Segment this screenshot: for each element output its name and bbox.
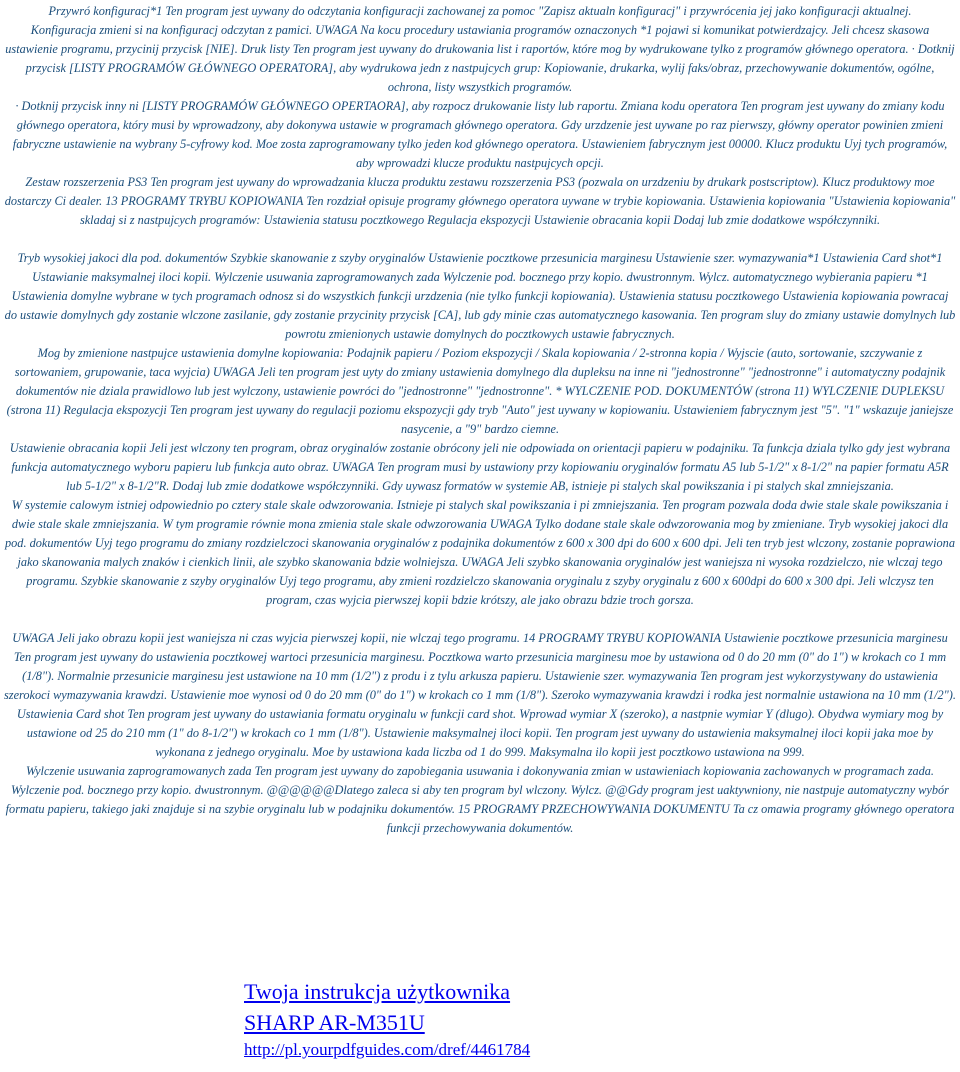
document-page bbox=[0, 2, 960, 1072]
paragraph-inch-system: W systemie calowym istniej odpowiednio po cztery stale skale odwzorowania. Istnieje pi stalych skal powikszania i pi zmniejszania. Ten program pozwala doda dwie stale skale powikszania i dwie stale skale zmniejszania. W tym programie równie mona zmienia stale skale odwzorowania UWAGA Tylko dodane stale skale odwzorowania mog by zmieniane. Tryb wysokiej jakoci dla pod. dokumentów Uyj tego programu do zmiany rozdzielczoci skanowania oryginalów z podajnika dokumentów z 600 x 300 dpi do 600 x 600 dpi. Jeli ten tryb jest wlczony, zostanie poprawiona jako skanowania malych znaków i cienkich linii, ale szybko skanowania bdzie wolniejsza. UWAGA Jeli szybko skanowania oryginalów jest waniejsza ni wysoka rozdzielczo, nie wlczaj tego programu. Szybkie skanowanie z szyby oryginalów Uyj tego programu, aby zmieni rozdzielczo skanowania oryginalu z szyby oryginalu z 600 x 600dpi do 600 x 300 dpi. Jeli wlczysz ten program, czas wyjcia pierwszej kopii bdzie krótszy, ale jako obrazu bdzie troch gorsza. bbox=[5, 498, 955, 607]
paragraph-config-change: Konfiguracja zmieni si na konfiguracj odczytan z pamici. UWAGA Na kocu procedury ustawiania programów oznaczonych *1 pojawi si komunikat potwierdzajcy. Jeli chcesz skasowa ustawienie programu, przycinij przycisk [NIE]. Druk listy Ten program jest uywany do drukowania list i raportów, które mog by wydrukowane tylko z programów głównego operatora. · Dotknij przycisk [LISTY PROGRAMÓW GŁÓWNEGO OPERATORA], aby wydrukowa jedn z nastpujcych grup: Kopiowanie, drukarka, wylij faks/obraz, przechowywanie dokumentów, ogólne, ochrona, listy wszystkich programów. bbox=[5, 23, 955, 94]
paragraph-margin-shift: UWAGA Jeli jako obrazu kopii jest waniejsza ni czas wyjcia pierwszej kopii, nie wlczaj tego programu. 14 PROGRAMY TRYBU KOPIOWANIA Ustawienie pocztkowe przesunicia marginesu Ten program jest uywany do ustawienia pocztkowej wartoci przesunicia marginesu. Pocztkowa warto przesunicia marginesu moe by ustawiona od 0 do 20 mm (0" do 1") w krokach co 1 mm (1/8"). Normalnie przesunicie marginesu jest ustawione na 10 mm (1/2") z produ i z tylu arkusza papieru. Ustawienie szer. wymazywania Ten program jest wykorzystywany do ustawienia szerokoci wymazywania krawdzi. Ustawienie moe wynosi od 0 do 20 mm (0" do 1") w krokach co 1 mm (1/8"). Szeroko wymazywania krawdzi i rodka jest normalnie ustawiona na 10 mm (1/2"). Ustawienia Card shot Ten program jest uywany do ustawiania formatu oryginalu w funkcji card shot. Wprowad wymiar X (szeroko), a nastpnie wymiar Y (dlugo). Obydwa wymiary mog by ustawione od 25 do 210 mm (1" do 8-1/2") w krokach co 1 mm (1/8"). Ustawienie maksymalnej iloci kopii. Ten program jest uywany do ustawienia maksymalnej iloci kopii jaka moe by wykonana z jednego oryginalu. Moe by ustawiona kada liczba od 1 do 999. Maksymalna ilo kopii jest pocztkowo ustawiona na 999. bbox=[4, 631, 956, 759]
paragraph-ps3-kit: Zestaw rozszerzenia PS3 Ten program jest uywany do wprowadzania klucza produktu zestawu rozszerzenia PS3 (pozwala on urzdzeniu by drukark postscriptow). Klucz produktowy moe dostarczy Ci dealer. 13 PROGRAMY TRYBU KOPIOWANIA Ten rozdział opisuje programy głównego operatora uywane w trybie kopiowania. Ustawienia kopiowania "Ustawienia kopiowania" skladaj si z nastpujcych programów: Ustawienia statusu pocztkowego Regulacja ekspozycji Ustawienie obracania kopii Dodaj lub zmie dodatkowe współczynniki. bbox=[4, 175, 956, 227]
paragraph-default-settings: Mog by zmienione nastpujce ustawienia domylne kopiowania: Podajnik papieru / Poziom ekspozycji / Skala kopiowania / 2-stronna kopia / Wyjscie (auto, sortowanie, szczywanie z sortowaniem, grupowanie, taca wyjcia) UWAGA Jeli ten program jest uyty do zmiany ustawienia domylnego dla dupleksu na inne ni "jednostronne" "jednostronne" i automatyczny podajnik dokumentów nie dziala prawidlowo lub jest wylczony, ustawienie powróci do "jednostronne" "jednostronne". * WYLCZENIE POD. DOKUMENTÓW (strona 11) WYLCZENIE DUPLEKSU (strona 11) Regulacja ekspozycji Ten program jest uywany do regulacji poziomu ekspozycji gdy tryb "Auto" jest uywany w kopiowaniu. Ustawieniem fabrycznym jest "5". "1" wskazuje janiejsze nasycenie, a "9" bardzo ciemne. bbox=[6, 346, 954, 436]
paragraph-quality-mode: Tryb wysokiej jakoci dla pod. dokumentów Szybkie skanowanie z szyby oryginalów Ustawienie pocztkowe przesunicia marginesu Ustawienie szer. wymazywania*1 Ustawienia Card shot*1 Ustawianie maksymalnej iloci kopii. Wylczenie usuwania zaprogramowanych zada Wylczenie pod. bocznego przy kopio. dwustronnym. Wylcz. automatycznego wybierania papieru *1 Ustawienia domylne wybrane w tych programach odnosz si do wszystkich funkcji urzdzenia (nie tylko funkcji kopiowania). Ustawienia statusu pocztkowego Ustawienia kopiowania powracaj do ustawie domylnych gdy zostanie wlczone zasilanie, gdy zostanie przycinity przycisk [CA], lub gdy minie czas automatycznego kasowania. Ten program sluy do zmiany ustawie domylnych lub powrotu zmienionych ustawie domylnych do pocztkowych ustawie fabrycznych. bbox=[4, 251, 956, 341]
manual-link[interactable]: Twoja instrukcja użytkownika bbox=[244, 979, 511, 1004]
paragraph-restore-config: Przywró konfiguracj*1 Ten program jest uywany do odczytania konfiguracji zachowanej za pomoc "Zapisz aktualn konfiguracj" i przywrócenia jej jako konfiguracji aktualnej. bbox=[48, 4, 912, 18]
paragraph-operator-code: · Dotknij przycisk inny ni [LISTY PROGRAMÓW GŁÓWNEGO OPERTAORA], aby rozpocz drukowanie listy lub raportu. Zmiana kodu operatora Ten program jest uywany do zmiany kodu głównego operatora, który musi by wprowadzony, aby dokonywa ustawie w programach głównego operatora. Gdy urzdzenie jest uywane po raz pierwszy, główny operator powinien zmieni fabryczne ustawienie na wybrany 5-cyfrowy kod. Moe zosta zaprogramowany tylko jeden kod głównego operatora. Ustawieniem fabrycznym jest 00000. Klucz produktu Uyj tych programów, aby wprowadzi klucze produktu nastpujcych opcji. bbox=[12, 99, 948, 170]
product-link[interactable]: SHARP AR-M351U bbox=[244, 1010, 425, 1035]
url-link[interactable]: http://pl.yourpdfguides.com/dref/4461784 bbox=[244, 1040, 531, 1059]
paragraph-disable-deletion: Wylczenie usuwania zaprogramowanych zada Ten program jest uywany do zapobiegania usuwania i dokonywania zmian w ustawieniach kopiowania zachowanych w programach zada. Wylczenie pod. bocznego przy kopio. dwustronnym. @@@@@@Dlatego zaleca si aby ten program byl wlczony. Wylcz. @@Gdy program jest uaktywniony, nie nastpuje automatyczny wybór formatu papieru, takiego jaki znajduje si na szybie oryginalu lub w podajniku dokumentów. 15 PROGRAMY PRZECHOWYWANIA DOKUMENTU Ta cz omawia programy głównego operatora funkcji przechowywania dokumentów. bbox=[5, 764, 955, 835]
paragraph-rotation: Ustawienie obracania kopii Jeli jest wlczony ten program, obraz oryginalów zostanie obrócony jeli nie odpowiada on orientacji papieru w podajniku. Ta funkcja dziala tylko gdy jest wybrana funkcja automatycznego wyboru papieru lub funkcja auto obraz. UWAGA Ten program musi by ustawiony przy kopiowaniu oryginalów formatu A5 lub 5-1/2" x 8-1/2" na papier formatu A5R lub 5-1/2" x 8-1/2"R. Dodaj lub zmie dodatkowe współczynniki. Gdy uywasz formatów w systemie AB, istnieje pi stalych skal powikszania i pi stalych skal zmniejszania. bbox=[9, 441, 951, 493]
footer-links bbox=[244, 976, 944, 1062]
